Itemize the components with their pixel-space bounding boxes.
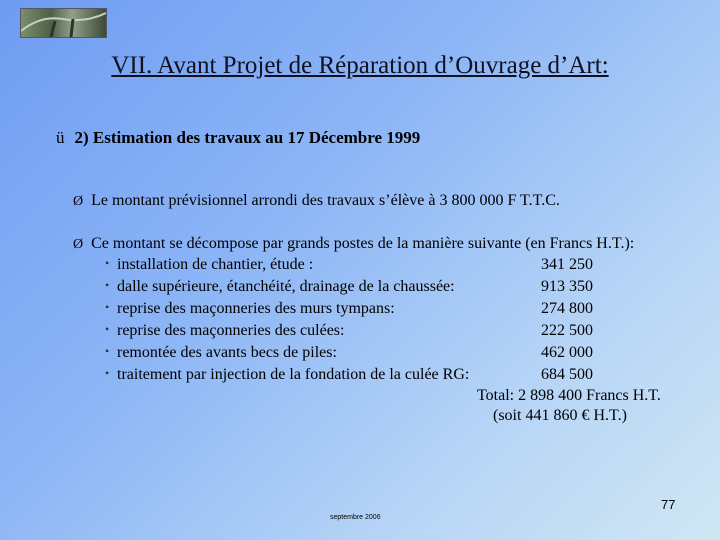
page-number: 77 [661,497,676,512]
header-thumbnail-image [20,8,107,38]
item-value: 462 000 [541,344,593,361]
bullet-icon: • [105,278,110,292]
arrow-bullet-icon: Ø [73,237,84,252]
point-text: Le montant prévisionnel arrondi des travaux s’élève à 3 800 000 F T.T.C. [91,192,560,209]
bullet-icon: • [105,344,110,358]
slide-title: VII. Avant Projet de Réparation d’Ouvrage d’Art: [111,52,609,79]
item-label: reprise des maçonneries des murs tympans: [117,300,395,317]
section-heading-text: 2) Estimation des travaux au 17 Décembre 1999 [74,128,421,147]
arrow-bullet-icon: Ø [73,194,84,209]
total-euros: (soit 441 860 € H.T.) [493,407,627,424]
item-value: 341 250 [541,256,593,273]
point-text: Ce montant se décompose par grands postes de la manière suivante (en Francs H.T.): [91,235,635,252]
bullet-icon: • [105,322,110,336]
bullet-icon: • [105,300,110,314]
item-label: remontée des avants becs de piles: [117,344,337,361]
item-value: 913 350 [541,278,593,295]
point-breakdown-intro [73,235,634,253]
item-label: installation de chantier, étude : [117,256,314,273]
item-value: 684 500 [541,366,593,383]
item-label: dalle supérieure, étanchéité, drainage de la chaussée: [117,278,455,295]
item-value: 274 800 [541,300,593,317]
item-value: 222 500 [541,322,593,339]
section-heading [56,128,420,148]
point-total-ttc [73,192,560,210]
footer-date: septembre 2006 [330,514,381,521]
total-francs: Total: 2 898 400 Francs H.T. [477,387,661,404]
checkmark-icon: ü [56,128,65,147]
item-label: reprise des maçonneries des culées: [117,322,345,339]
bullet-icon: • [105,256,110,270]
item-label: traitement par injection de la fondation de la culée RG: [117,366,470,383]
bullet-icon: • [105,366,110,380]
